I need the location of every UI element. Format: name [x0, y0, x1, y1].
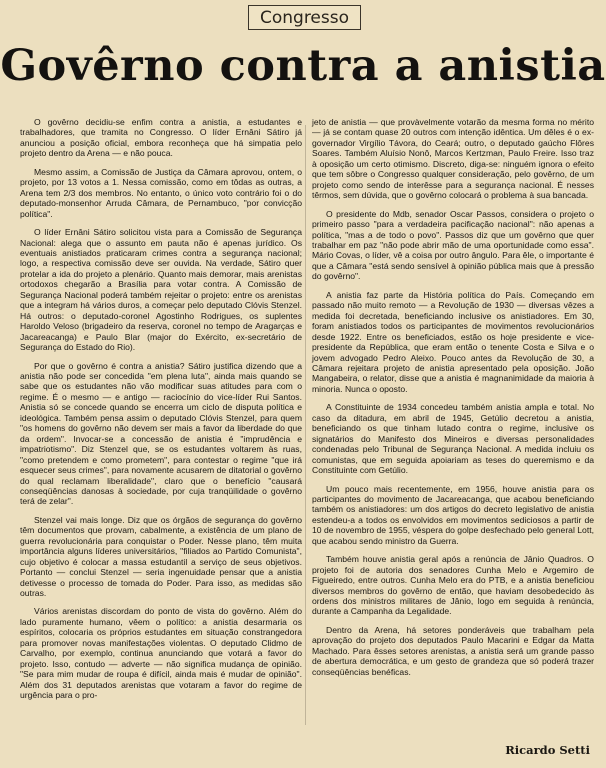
paragraph: jeto de anistia — que provàvelmente votarão da mesma forma no mérito — já se contam quase 20 outros com intenção idêntica. Um dêles é o ex-governador Virgílio Távora, do Ceará; outro, o deputado gaúcho Flôres Soares. Também Aluísio Nonô, Marcos Kertzman, Paulo Freire. Isso traz à oposição um certo otimismo. Discreto, diga-se: ninguém ignora o efeito que tem sôbre o Congresso qualquer consideração, pelo govêrno, de um projeto como sendo de interêsse para a segurança nacional. É nesses têrmos, sem dúvida, que o govêrno colocará o problema à sua bancada.	[312, 117, 594, 201]
paragraph: O líder Ernâni Sátiro solicitou vista para a Comissão de Segurança Nacional: alega que o assunto em pauta não é apenas jurídico. Os eventuais anistiados praticaram crimes contra a segurança nacional; logo, a respectiva comissão deve ser ouvida. Na verdade, Sátiro quer protelar a ida do projeto a plenário. Quanto mais demorar, mais arenistas ortodoxos chegarão a Brasília para votar contra. A Comissão de Segurança Nacional poderá também rejeitar o projeto: entre os arenistas que a integram há vários duros, a começar pelo deputado Clóvis Stenzel. Há outros: o deputado-coronel Agostinho Rodrigues, os suplentes Haroldo Veloso (brigadeiro da reserva, coronel no tempo de Aragarças e Jacareacanga) e Paulo Blar (major do Exército, ex-secretário de Segurança do Estado do Rio).	[20, 227, 302, 353]
right-column	[312, 117, 594, 685]
paragraph: Dentro da Arena, há setores ponderáveis que trabalham pela aprovação do projeto dos deputados Paulo Macarini e Edgar da Matta Machado. Para êsses setores arenistas, a anistia será um grande passo de abertura democrática, e um gesto de grandeza que só poderá trazer conseqüências benéficas.	[312, 624, 594, 677]
paragraph: O govêrno decidiu-se enfim contra a anistia, a estudantes e trabalhadores, que tramita no Congresso. O líder Ernâni Sátiro já anunciou a posição oficial, embora reconheça que há simpatia pelo projeto dentro da Arena — e não pouca.	[20, 117, 302, 159]
left-column	[20, 117, 302, 709]
paragraph: Vários arenistas discordam do ponto de vista do govêrno. Além do lado puramente humano, vêem o político: a anistia desarmaria os espíritos, colocaria os próprios estudantes em situação constrangedora para promover novas manifestações violentas. O deputado Clidmo de Carvalho, por exemplo, continua anunciando que votará a favor do projeto. Isso, contudo — adverte — não significa mudança de opinião. "Se para mim mudar de roupa é difícil, ainda mais é mudar de opinião". Além dos 31 deputados arenistas que votaram a favor do regime de urgência para o pro-	[20, 606, 302, 701]
paragraph: Stenzel vai mais longe. Diz que os órgãos de segurança do govêrno têm documentos que provam, cabalmente, a existência de um plano de guerra revolucionária para conquistar o Poder. Nesse plano, têm muita importância alguns líderes universitários, "filiados ao Partido Comunista", cujo objetivo é colocar a massa estudantil a serviço de seus objetivos. Portanto — conclui Stenzel — seria ingenuidade pensar que a anistia detivesse o processo de tomada do Poder. Para isso, as medidas são outras.	[20, 514, 302, 599]
article-headline: Govêrno contra a anistia	[0, 41, 606, 91]
paragraph: A Constituinte de 1934 concedeu também anistia ampla e total. No caso da ditadura, em abril de 1945, Getúlio decretou a anistia, beneficiando os que tinham lutado contra o regime, inclusive os signatários do Manifesto dos Mineiros e diversas personalidades condenadas pelo Tribunal de Segurança Nacional. A medida incluiu os comunistas, que em seguida apoiariam as teses do queremismo e da Constituinte com Getúlio.	[312, 402, 594, 476]
paragraph: Um pouco mais recentemente, em 1956, houve anistia para os participantes do movimento de Jacareacanga, que acabou beneficiando também os anistiadores: um dos artigos do decreto legislativo de anistia estendeu-a a todos os envolvidos em movimentos sediciosos a partir de 10 de novembro de 1955, véspera do golpe desfechado pelo general Lott, que acabou sendo ministro da Guerra.	[312, 483, 594, 546]
paragraph: Também houve anistia geral após a renúncia de Jânio Quadros. O projeto foi de autoria dos senadores Cunha Melo e Argemiro de Figueiredo, entre outros. Cunha Melo era do PTB, e a anistia beneficiou diversos membros do govêrno de então, que haviam desobedecido às ordens dos ministros militares de Jânio, logo em seguida à renúncia, durante a Campanha da Legalidade.	[312, 554, 594, 617]
paragraph: A anistia faz parte da História política do País. Começando em passado não muito remoto — a Revolução de 1930 — diversas vêzes a medida foi decretada, beneficiando inclusive os anistiadores. Em 30, foram anistiados todos os participantes de movimentos revolucionários desde 1922. Entre os beneficiados, estão os hoje presidente e vice-presidente da República, que eram então o tenente Costa e Silva e o jovem advogado Pedro Aleixo. Pouco antes da Revolução de 30, a Câmara rejeitara projeto de anistia apresentado pela oposição. João Mangabeira, o relator, disse que a anistia é magnanimidade da maioria à minoria. Nunca o oposto.	[312, 289, 594, 394]
paragraph: O presidente do Mdb, senador Oscar Passos, considera o projeto o primeiro passo "para a verdadeira pacificação nacional": não apenas a política, "mas a de todo o povo". Passos diz que um govêrno que quer trabalhar em paz "não pode abrir mão de uma oportunidade como essa". Mário Covas, o líder, vê a coisa por outro ângulo. Para êle, o importante é que a Câmara "está sendo sensível à opinião pública mais que à pressão do govêrno".	[312, 208, 594, 282]
column-divider	[305, 125, 306, 725]
paragraph: Por que o govêrno é contra a anistia? Sátiro justifica dizendo que a anistia não pode ser concedida "em plena luta", ainda mais quando se sabe que os estudantes não vão modificar suas atitudes para com o regime. É o mesmo — e antigo — raciocínio do vice-líder Rui Santos. Anistia só se concede quando se encerra um ciclo de disputa política e ideológica. Também pensa assim o deputado Clóvis Stenzel, para quem "os homens do govêrno não devem ser mais a favor da liberdade do que da ordem". Invocar-se a concessão de anistia é "imprudência e impatriotismo". Diz Stenzel que, se os estudantes voltarem às ruas, "como pretendem e como prometem", para contestar o regime "que irá esquecer seus crimes", para novamente acusarem de ditatorial o govêrno do qual reclamam liberalidade", claro que o benefício "causará conseqüências danosas à sociedade, por cuja tranqüilidade o govêrno terá de zelar".	[20, 360, 302, 507]
section-label: Congresso	[248, 5, 361, 30]
paragraph: Mesmo assim, a Comissão de Justiça da Câmara aprovou, ontem, o projeto, por 13 votos a 1. Nessa comissão, como em tôdas as outras, a Arena tem 2/3 dos membros. No entanto, o único voto contrário foi o do deputado-monsenhor Arruda Câmara, de Pernambuco, "por convicção política".	[20, 166, 302, 219]
author-byline: Ricardo Setti	[505, 743, 590, 757]
